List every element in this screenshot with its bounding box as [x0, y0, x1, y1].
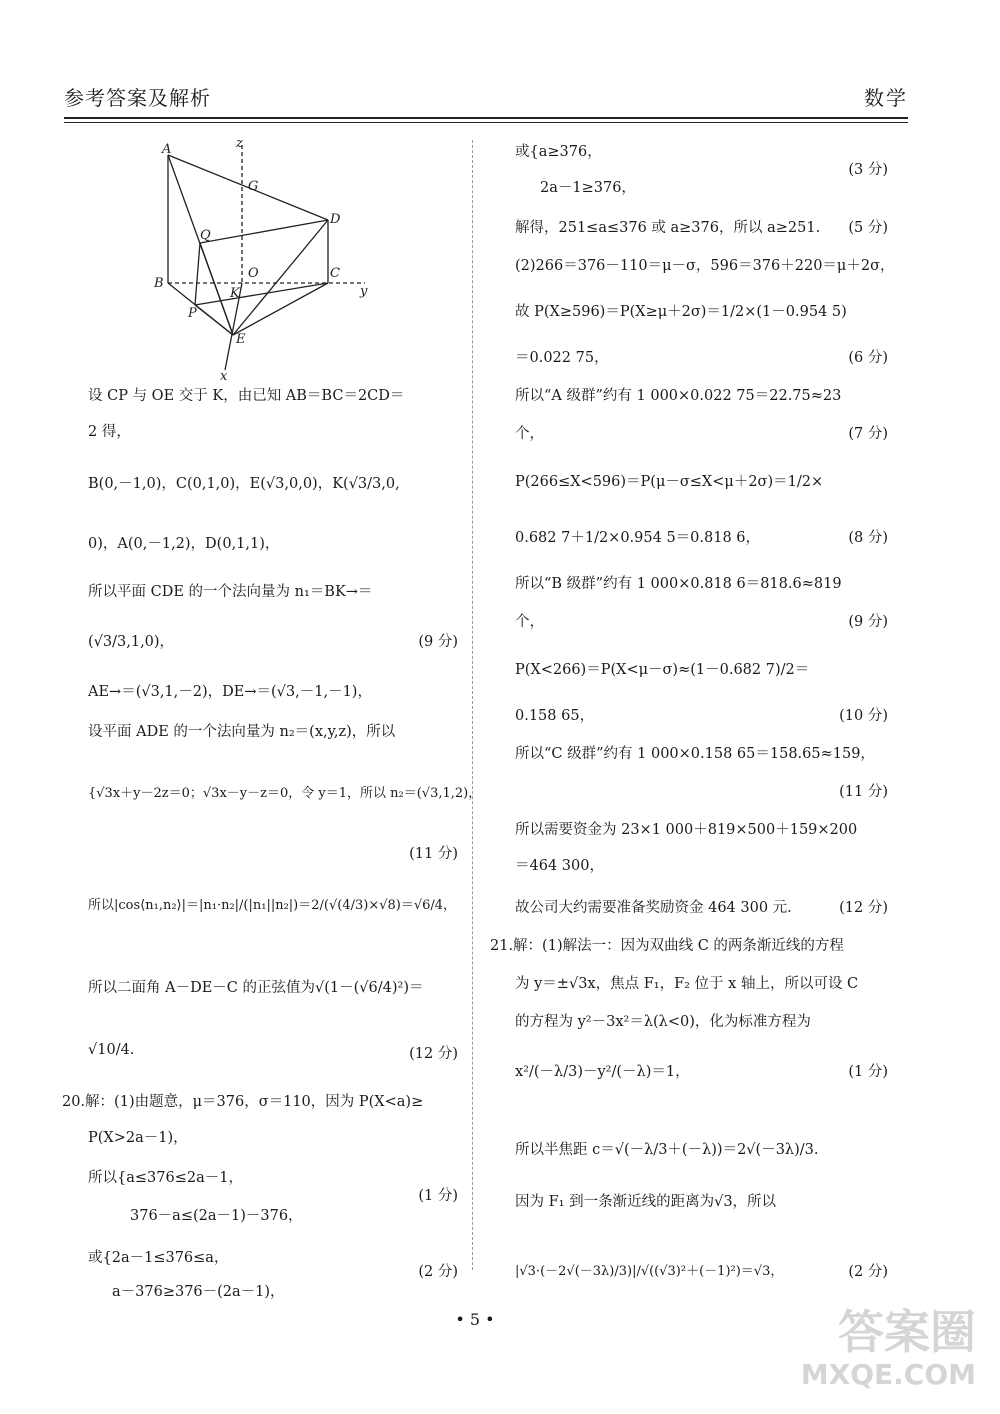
header-rule	[64, 117, 908, 119]
right-line: 0.158 65，	[515, 708, 595, 724]
left-line: √10/4.	[88, 1042, 135, 1058]
left-line: 或{2a－1≤376≤a，	[88, 1250, 229, 1266]
right-line: P(X<266)＝P(X<μ－σ)≈(1－0.682 7)/2＝	[515, 662, 810, 678]
score: (8 分)	[848, 530, 888, 546]
left-line: P(X>2a－1)，	[88, 1130, 188, 1146]
left-line: 2 得，	[88, 424, 131, 440]
label-K: K	[230, 286, 240, 301]
right-line: 所以“C 级群”约有 1 000×0.158 65＝158.65≈159，	[515, 746, 875, 762]
right-line: 故公司大约需要准备奖励资金 464 300 元.	[515, 900, 792, 916]
header-title: 参考答案及解析	[64, 86, 211, 110]
left-line: {√3x＋y－2z＝0；√3x－y－z＝0，令 y＝1，所以 n₂＝(√3,1,2)，	[88, 786, 482, 801]
score: (6 分)	[848, 350, 888, 366]
watermark-logo	[800, 1296, 986, 1406]
score: (1 分)	[848, 1064, 888, 1080]
left-line: a－376≥376－(2a－1)，	[112, 1284, 285, 1300]
header-subject: 数学	[864, 86, 908, 110]
right-line: 为 y＝±√3x，焦点 F₁，F₂ 位于 x 轴上，所以可设 C	[515, 976, 859, 992]
left-line: 20.解：(1)由题意，μ＝376，σ＝110，因为 P(X<a)≥	[62, 1094, 424, 1110]
left-line: 0)，A(0,－1,2)，D(0,1,1)，	[88, 536, 280, 552]
label-A: A	[162, 142, 172, 157]
right-line: P(266≤X<596)＝P(μ－σ≤X<μ＋2σ)＝1/2×	[515, 474, 824, 490]
label-E: E	[236, 332, 246, 347]
score: (9 分)	[418, 634, 458, 650]
right-line: 所以“B 级群”约有 1 000×0.818 6＝818.6≈819	[515, 576, 842, 592]
left-line: 所以|cos⟨n₁,n₂⟩|＝|n₁·n₂|/(|n₁||n₂|)＝2/(√(4/3)×√8)＝√6/4，	[88, 898, 457, 913]
right-line: 2a－1≥376，	[540, 180, 636, 196]
score: (1 分)	[418, 1188, 458, 1204]
label-O: O	[248, 266, 259, 281]
geometry-figure	[140, 135, 380, 385]
left-line: 设平面 ADE 的一个法向量为 n₂＝(x,y,z)，所以	[88, 724, 396, 740]
right-line: 个，	[515, 426, 544, 442]
right-line: 因为 F₁ 到一条渐近线的距离为√3，所以	[515, 1194, 777, 1210]
page-number: • 5 •	[455, 1310, 495, 1329]
score: (2 分)	[848, 1264, 888, 1280]
label-Q: Q	[200, 228, 211, 243]
left-line: 376－a≤(2a－1)－376，	[130, 1208, 303, 1224]
score: (5 分)	[848, 220, 888, 236]
left-line: AE→＝(√3,1,－2)，DE→＝(√3,－1,－1)，	[88, 684, 372, 700]
right-line: |√3·(－2√(－3λ)/3)|/√((√3)²＋(－1)²)＝√3，	[515, 1264, 784, 1279]
watermark-top: 答案圈	[838, 1305, 976, 1359]
right-line: 所以需要资金为 23×1 000＋819×500＋159×200	[515, 822, 858, 838]
right-line: 所以“A 级群”约有 1 000×0.022 75＝22.75≈23	[515, 388, 842, 404]
right-line: 所以半焦距 c＝√(－λ/3＋(－λ))＝2√(－3λ)/3.	[515, 1142, 819, 1158]
right-line: 的方程为 y²－3x²＝λ(λ<0)，化为标准方程为	[515, 1014, 811, 1030]
right-line: (2)266＝376－110＝μ－σ，596＝376＋220＝μ＋2σ，	[515, 258, 895, 274]
score: (12 分)	[409, 1046, 458, 1062]
label-P: P	[188, 306, 197, 321]
header-rule-thin	[64, 122, 908, 123]
label-y: y	[360, 284, 368, 299]
left-line: 设 CP 与 OE 交于 K，由已知 AB＝BC＝2CD＝	[88, 388, 405, 404]
left-line: 所以平面 CDE 的一个法向量为 n₁＝BK→＝	[88, 584, 373, 600]
watermark-bottom: MXQE.COM	[800, 1358, 976, 1391]
label-x: x	[220, 369, 228, 384]
column-divider	[472, 140, 473, 1270]
score: (9 分)	[848, 614, 888, 630]
page-header	[64, 82, 908, 112]
left-line: (√3/3,1,0)，	[88, 634, 175, 650]
right-line: 21.解：(1)解法一：因为双曲线 C 的两条渐近线的方程	[490, 938, 844, 954]
label-z: z	[236, 136, 243, 151]
score: (2 分)	[418, 1264, 458, 1280]
left-line: 所以{a≤376≤2a－1，	[88, 1170, 243, 1186]
right-line: 个，	[515, 614, 544, 630]
right-line: 0.682 7＋1/2×0.954 5＝0.818 6，	[515, 530, 761, 546]
label-G: G	[248, 179, 259, 194]
right-line: 或{a≥376，	[515, 144, 602, 160]
score: (11 分)	[839, 784, 888, 800]
score: (10 分)	[839, 708, 888, 724]
right-line: ＝0.022 75，	[515, 350, 609, 366]
left-line: B(0,－1,0)，C(0,1,0)，E(√3,0,0)，K(√3/3,0,	[88, 476, 400, 492]
right-line: ＝464 300，	[515, 858, 604, 874]
right-line: 故 P(X≥596)＝P(X≥μ＋2σ)＝1/2×(1－0.954 5)	[515, 304, 847, 320]
score: (3 分)	[848, 162, 888, 178]
label-D: D	[330, 212, 341, 227]
score: (12 分)	[839, 900, 888, 916]
label-C: C	[330, 266, 340, 281]
label-B: B	[154, 276, 164, 291]
left-line: 所以二面角 A－DE－C 的正弦值为√(1－(√6/4)²)＝	[88, 980, 424, 996]
score: (7 分)	[848, 426, 888, 442]
right-line: x²/(－λ/3)－y²/(－λ)＝1，	[515, 1064, 690, 1080]
right-line: 解得，251≤a≤376 或 a≥376，所以 a≥251.	[515, 220, 821, 236]
score: (11 分)	[409, 846, 458, 862]
